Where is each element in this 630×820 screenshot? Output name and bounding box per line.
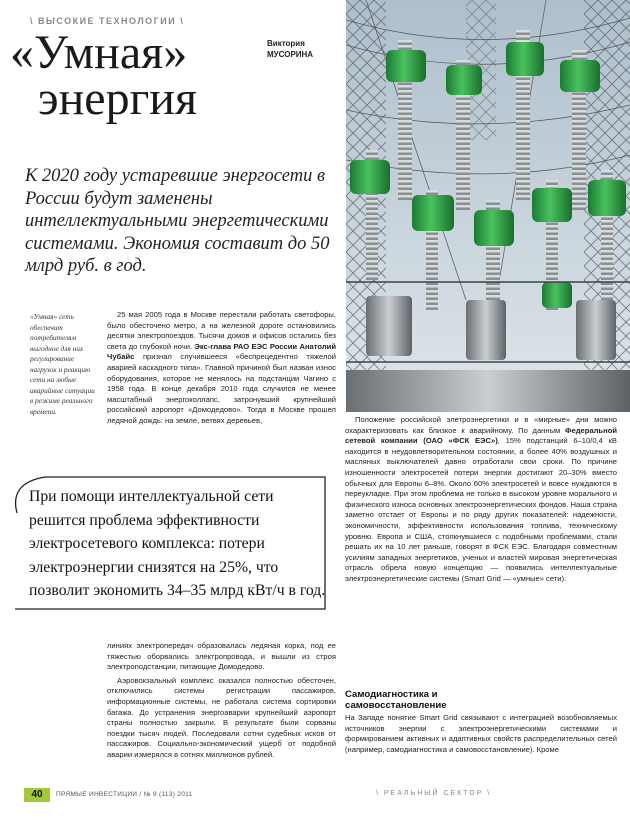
column-2-paragraph: Положение российской элетроэнергетики и в «мирные» дни можно охарактеризовать как близкое к аварийному. По данным Федеральной сетевой компании (ОАО «ФСК ЕЭС»), 15% подстанций 6–10/0,4 кВ находится в неудовлетворительном состоянии, а более 40% воздушных и масляных выключателей давно отработали свои сроки. По причине изношенности электросетей потери энергии достигают 20–30% вместо обычных для Европы 6–8%. Около 60% электросетей и вовсе нуждаются в переукладке. При этом проблема не только в высоком уровне морального и физического износа основных электроэнергетических фондов. Наша страна заметно отстает от Европы и по ряду других показателей: надежности, экономичности, эффективности использования топлива, техническому уровню. Европа и США, столкнувшиеся с подобными проблемами, стали решать их на 10 лет раньше, говорят в ФСК ЕЭС. Благодаря совместным усилиям западных энергетиков, ученых и властей мировая энергетическая отрасль обрела новую концепцию — появились интеллектуальные электроэнергетические системы (Smart Grid — «умные» сети).: [345, 415, 617, 583]
substation-illustration: [346, 0, 630, 412]
lead-paragraph: К 2020 году устаревшие энергосети в России будут заменены интеллектуальными энергетическими системами. Экономия составит до 50 млрд руб. в год.: [25, 166, 330, 276]
pull-quote-text: При помощи интеллектуальной сети решится проблема эффективности электросетевого комплекса: потери электроэнергии снизятся на 25%, что позволит экономить 34–35 млрд кВт/ч в год.: [29, 488, 326, 599]
column-1-paragraph: 25 мая 2005 года в Москве перестали работать светофоры, было обесточено метро, а на железной дороге остановились десятки электропоездов. Тысячи домов и офисов остались без света до глубокой ночи. Экс-глава РАО ЕЭС России Анатолий Чубайс признал случившееся «беспрецедентно тяжелой аварией каскадного типа». Главной причиной был назван износ оборудования, которое не менялось на подстанции Чагино с 1958 года. В конце декабря 2010 года случился не менее масштабный энергоколлапс, затронувший крупнейший российский аэропорт «Домодедово». Тогда в Москве прошел ледяной дождь: на земле, ветвях деревьев,: [107, 310, 336, 425]
column-3-paragraph-1: линиях электропередач образовалась ледяная корка, под ее тяжестью оборвались электропровода, и вышли из строя электроподстанции, питающие Домодедово.: [107, 641, 336, 672]
author-byline: [267, 38, 313, 60]
footer-section-tag: \ РЕАЛЬНЫЙ СЕКТОР \: [376, 790, 492, 797]
article-column-4: [345, 713, 617, 755]
pull-quote: [7, 473, 333, 613]
article-column-2: [345, 415, 617, 585]
article-column-1: [107, 310, 336, 427]
author-first-name: Виктория: [267, 39, 305, 48]
article-column-3: [107, 641, 336, 761]
title-line-1: «Умная»: [10, 26, 188, 79]
column-4-paragraph: На Западе понятие Smart Grid связывают с интеграцией возобновляемых источников энергии с электроэнергетическими системами и формированием активных и адаптивных свойств распределительных сетей (например, самодиагностика и самовосстановление). Кроме: [345, 713, 617, 754]
sidebar-note: «Умная» сеть обеспечит потребителям выгодное для них регулирование нагрузок и реакцию сети на любые аварийные ситуации в режиме реального времени.: [30, 312, 95, 416]
title-line-2: энергия: [38, 72, 198, 125]
magazine-issue: ПРЯМЫЕ ИНВЕСТИЦИИ / № 9 (113) 2011: [56, 791, 193, 798]
author-last-name: МУСОРИНА: [267, 50, 314, 59]
substation-photo: [346, 0, 630, 412]
column-3-paragraph-2: Аэровокзальный комплекс оказался полностью обесточен, отключились системы регистрации пассажиров, информационные системы, не работала система сортировки багажа. До устранения энергоаварии крупнейший аэропорт страны полностью закрыли. В результате были сорваны поездки тысяч людей. Последовали сотни судебных исков от пассажиров. Социально-экономический ущерб от подобной аварии измерялся в сотнях миллионов рублей.: [107, 675, 336, 759]
section-tag: \ ВЫСОКИЕ ТЕХНОЛОГИИ \: [30, 16, 185, 26]
page-number: 40: [24, 788, 50, 802]
article-title: [10, 26, 198, 125]
section-subheading: Самодиагностика и самовосстановление: [345, 689, 447, 711]
